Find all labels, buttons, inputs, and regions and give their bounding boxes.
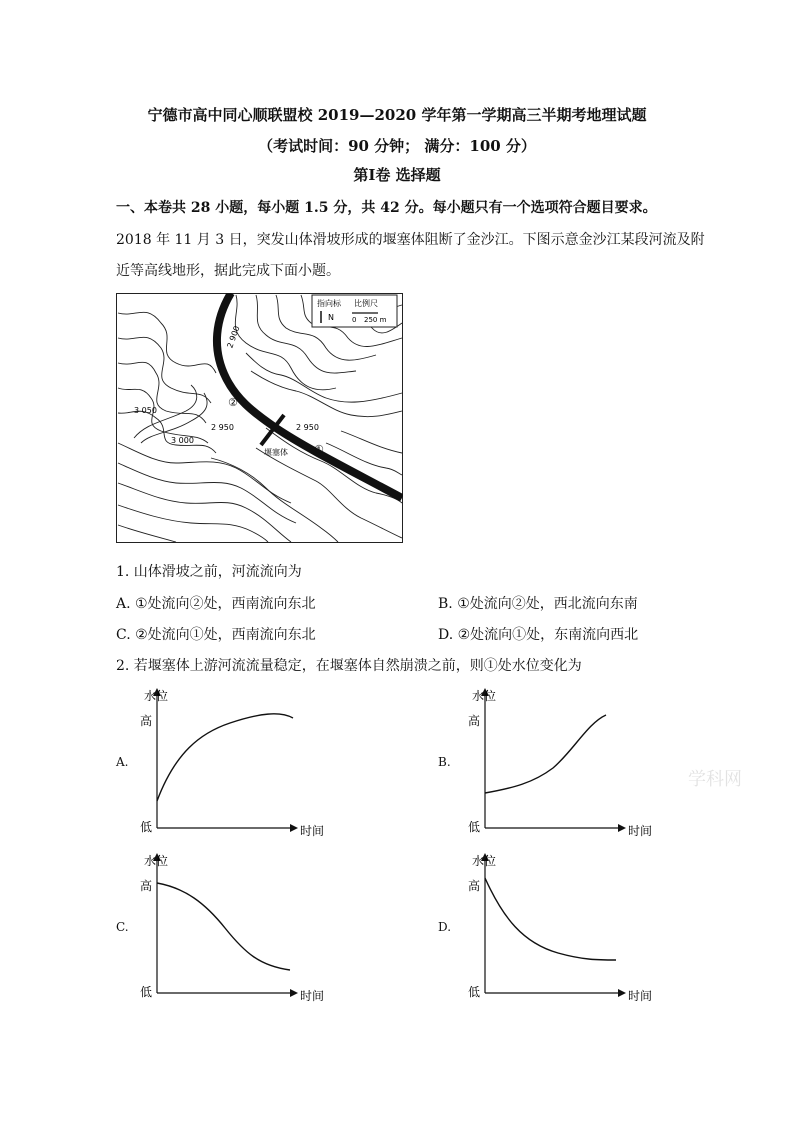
q2-option-d-label[interactable]: D. [438, 920, 452, 934]
marker-2: ② [228, 396, 238, 409]
q1-option-b[interactable]: B. ①处流向②处，西北流向东南 [438, 596, 638, 612]
graph-a [130, 683, 335, 841]
graph-d [458, 848, 663, 1006]
compass-label: 指向标 [317, 299, 341, 308]
high-label: 高 [468, 879, 481, 893]
high-label: 高 [468, 714, 481, 728]
contour-label: 2 950 [211, 423, 234, 432]
watermark: 学科网 [688, 769, 742, 790]
exam-info: （考试时间：90 分钟； 满分：100 分） [258, 137, 536, 155]
low-label: 低 [140, 985, 153, 999]
part-instruction: 一、本卷共 28 小题，每小题 1.5 分，共 42 分。每小题只有一个选项符合题目要求。 [116, 200, 657, 216]
y-axis-label: 水位 [144, 689, 169, 703]
high-label: 高 [140, 879, 153, 893]
scale-value: 250 m [364, 316, 387, 324]
curve-a [157, 714, 293, 801]
intro-line-2: 近等高线地形，据此完成下面小题。 [116, 263, 340, 279]
contour-map [116, 293, 403, 543]
high-label: 高 [140, 714, 153, 728]
section-title: 第Ⅰ卷 选择题 [353, 166, 441, 184]
contour-label: 3 000 [171, 436, 194, 445]
x-axis-label: 时间 [628, 824, 653, 838]
q2-stem: 2. 若堰塞体上游河流流量稳定，在堰塞体自然崩溃之前，则①处水位变化为 [116, 658, 582, 674]
scale-zero: 0 [352, 316, 357, 324]
q2-option-c-label[interactable]: C. [116, 920, 129, 934]
y-axis-label: 水位 [472, 689, 497, 703]
low-label: 低 [140, 820, 153, 834]
curve-c [157, 883, 290, 970]
intro-line-1: 2018 年 11 月 3 日，突发山体滑坡形成的堰塞体阻断了金沙江。下图示意金沙江某段河流及附 [116, 232, 705, 248]
curve-b [485, 715, 606, 793]
q2-option-b-label[interactable]: B. [438, 755, 451, 769]
q1-stem: 1. 山体滑坡之前，河流流向为 [116, 564, 302, 580]
contour-label: 3 050 [134, 406, 157, 415]
low-label: 低 [468, 985, 481, 999]
x-axis-label: 时间 [300, 824, 325, 838]
y-axis-label: 水位 [144, 854, 169, 868]
marker-1: ① [314, 443, 324, 456]
graph-c [130, 848, 335, 1006]
curve-d [485, 878, 616, 960]
q1-option-d[interactable]: D. ②处流向①处，东南流向西北 [438, 627, 639, 643]
page-title: 宁德市高中同心顺联盟校 2019—2020 学年第一学期高三半期考地理试题 [147, 106, 647, 124]
compass-n: N [328, 313, 334, 322]
y-axis-label: 水位 [472, 854, 497, 868]
q1-option-a[interactable]: A. ①处流向②处，西南流向东北 [116, 596, 316, 612]
q1-option-c[interactable]: C. ②处流向①处，西南流向东北 [116, 627, 316, 643]
contour-label: 2 950 [296, 423, 319, 432]
scale-label: 比例尺 [354, 299, 378, 308]
graph-b [458, 683, 663, 841]
dam-label: 堰塞体 [264, 448, 288, 457]
q2-option-a-label[interactable]: A. [116, 755, 129, 769]
contour-label: 2 900 [225, 324, 242, 350]
low-label: 低 [468, 820, 481, 834]
x-axis-label: 时间 [628, 989, 653, 1003]
x-axis-label: 时间 [300, 989, 325, 1003]
